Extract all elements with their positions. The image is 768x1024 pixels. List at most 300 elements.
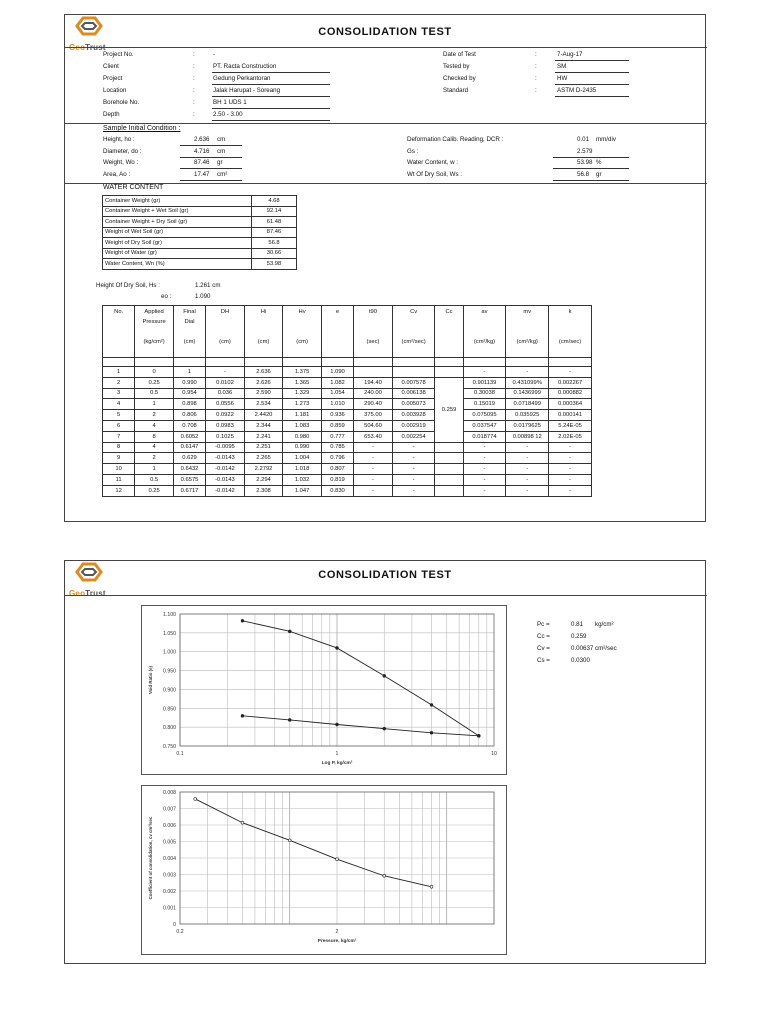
underline — [553, 180, 629, 181]
consolidation-charts-sheet — [64, 560, 706, 964]
header-line-2 — [464, 317, 506, 327]
info-colon: : — [193, 75, 195, 82]
table-cell: 2.636 — [244, 367, 283, 378]
header-line-1: Applied — [144, 309, 164, 315]
table-cell: -0.0143 — [206, 474, 245, 485]
data-point — [383, 874, 386, 877]
table-cell: - — [206, 367, 245, 378]
table-row — [103, 248, 297, 259]
water-content-table — [102, 195, 297, 270]
table-cell: - — [463, 474, 506, 485]
consolidation-results-table — [102, 305, 592, 497]
info-label: Borehole No. — [103, 99, 140, 106]
info-colon: : — [535, 87, 537, 94]
data-point — [430, 703, 433, 706]
sample-value: 2.636 — [194, 136, 210, 143]
water-row-label: Container Weight + Wet Soil (gr) — [103, 206, 252, 217]
param-label: Cc = — [537, 633, 550, 640]
info-colon: : — [193, 99, 195, 106]
table-cell: 0.898 — [173, 399, 205, 410]
table-cell: 0.990 — [283, 442, 322, 453]
water-row-label: Weight of Water (gr) — [103, 248, 252, 259]
data-point — [194, 798, 197, 801]
table-cell: 1.375 — [283, 367, 322, 378]
water-row-value: 61.48 — [252, 217, 297, 228]
table-cell: 0.431099% — [506, 377, 549, 388]
table-cell: 0.6575 — [173, 474, 205, 485]
param-value: 0.0300 — [571, 657, 590, 664]
spacer-cell — [283, 358, 322, 367]
data-point — [288, 630, 291, 633]
info-label: Date of Test — [443, 51, 476, 58]
y-tick-label: 0 — [173, 922, 176, 928]
eo-value: 1.090 — [195, 293, 211, 300]
header-line-1: No. — [114, 309, 124, 315]
underline — [212, 120, 330, 121]
underline — [553, 168, 629, 169]
sample-label: Wt Of Dry Soil, Ws : — [407, 170, 462, 178]
param-unit: cm²/sec — [595, 645, 617, 652]
table-cell: 0.1025 — [206, 431, 245, 442]
header-unit: (cm) — [257, 339, 270, 345]
underline — [180, 180, 242, 181]
hs-value: 1.261 cm — [195, 282, 221, 289]
table-row — [103, 410, 592, 421]
sample-label: Water Content, w : — [407, 159, 459, 166]
header-line-1: Hv — [298, 309, 306, 315]
water-row-value: 92.14 — [252, 206, 297, 217]
table-cell: 375.00 — [354, 410, 393, 421]
spacer-cell — [549, 358, 592, 367]
table-cell: 2.590 — [244, 388, 283, 399]
column-header — [392, 306, 435, 358]
param-unit: kg/cm² — [595, 621, 614, 628]
cv-chart — [141, 785, 507, 955]
table-cell: -0.0095 — [206, 442, 245, 453]
table-row — [103, 238, 297, 249]
table-cell: 0.807 — [321, 464, 353, 475]
table-cell: 0.859 — [321, 420, 353, 431]
table-row — [103, 196, 297, 207]
table-cell: 0.002267 — [549, 377, 592, 388]
table-cell: 1.082 — [321, 377, 353, 388]
brand-name: GeoTrust — [69, 589, 106, 598]
table-cell: 1.365 — [283, 377, 322, 388]
spacer-row — [103, 358, 592, 367]
x-tick-label: 2 — [335, 929, 339, 935]
table-cell: 1 — [103, 367, 135, 378]
column-header — [283, 306, 322, 358]
y-tick-label: 0.003 — [163, 872, 176, 879]
table-cell: 0.5 — [135, 474, 174, 485]
header-line-3 — [354, 327, 392, 337]
table-cell: 5 — [103, 410, 135, 421]
water-row-value: 87.46 — [252, 227, 297, 238]
sample-value: 4.716 — [194, 147, 210, 155]
info-value: PT. Racta Construction — [213, 63, 277, 70]
brand-name: GeoTrust — [69, 43, 106, 52]
data-point — [477, 734, 480, 737]
info-value: - — [213, 51, 216, 58]
hs-label: Height Of Dry Soil, Hs : — [96, 282, 160, 289]
spacer-cell — [463, 358, 506, 367]
header-line-2 — [322, 317, 353, 327]
table-cell: - — [463, 367, 506, 378]
data-point — [430, 885, 433, 888]
sample-value: 0.01 — [577, 136, 590, 143]
column-header — [354, 306, 393, 358]
y-tick-label: 0.002 — [163, 889, 176, 895]
header-line-2 — [435, 317, 462, 327]
table-cell: 8 — [103, 442, 135, 453]
underline — [212, 72, 330, 73]
underline — [553, 157, 629, 158]
table-cell: 0.708 — [173, 420, 205, 431]
header-line-1: Cc — [445, 309, 453, 315]
sample-label: Weight, Wo : — [103, 159, 139, 166]
y-tick-label: 0.950 — [163, 668, 176, 675]
spacer-cell — [206, 358, 245, 367]
spacer-cell — [435, 358, 463, 367]
table-cell: 0.0983 — [206, 420, 245, 431]
table-row — [103, 442, 592, 453]
info-value: BH 1 UDS 1 — [213, 99, 247, 106]
table-cell: 6 — [103, 420, 135, 431]
table-cell: 1.083 — [283, 420, 322, 431]
divider — [65, 595, 707, 596]
table-cell: 0.037547 — [463, 420, 506, 431]
info-label: Depth — [103, 111, 120, 118]
param-label: Cv = — [537, 645, 550, 652]
table-cell: 2.02E-05 — [549, 431, 592, 442]
eo-label: eo : — [161, 293, 172, 300]
table-cell: 1.010 — [321, 399, 353, 410]
table-cell: - — [506, 442, 549, 453]
header-unit: (kg/cm²) — [143, 339, 165, 345]
header-line-3 — [103, 327, 134, 337]
table-cell: -0.0142 — [206, 464, 245, 475]
info-label: Location — [103, 87, 127, 94]
data-point — [383, 674, 386, 677]
underline — [180, 157, 242, 158]
info-label: Tested by — [443, 63, 470, 70]
table-cell: 0.000364 — [549, 399, 592, 410]
table-cell: 2 — [135, 410, 174, 421]
table-cell: 0.0556 — [206, 399, 245, 410]
sample-value: 87.46 — [194, 159, 210, 166]
sample-value: 53.98 — [577, 159, 593, 166]
table-cell — [435, 464, 463, 475]
info-value: 2.50 - 3.00 — [213, 111, 243, 118]
header-line-2 — [206, 317, 244, 327]
table-cell: 0 — [135, 367, 174, 378]
table-cell — [435, 367, 463, 378]
series-line — [195, 799, 431, 887]
table-cell: - — [506, 485, 549, 496]
cv-chart-svg — [142, 786, 506, 954]
series-line — [242, 716, 478, 736]
table-cell: 4 — [135, 420, 174, 431]
table-row — [103, 217, 297, 228]
spacer-cell — [103, 358, 135, 367]
info-value: SM — [557, 63, 567, 70]
spacer-cell — [244, 358, 283, 367]
page-title: CONSOLIDATION TEST — [318, 569, 452, 581]
header-line-3 — [506, 327, 548, 337]
header-unit: (cm²/kg) — [516, 339, 538, 345]
table-cell: - — [463, 453, 506, 464]
header-row — [103, 306, 592, 358]
header-line-1: k — [568, 309, 572, 315]
table-row — [103, 388, 592, 399]
sample-title: Sample Initial Condition : — [103, 125, 181, 132]
table-cell: 504.60 — [354, 420, 393, 431]
table-cell: - — [506, 453, 549, 464]
table-cell: 2.344 — [244, 420, 283, 431]
water-row-label: Water Content, Wn (%) — [103, 259, 252, 270]
header-line-1: Hi — [260, 309, 267, 315]
table-cell: 0.000882 — [549, 388, 592, 399]
x-tick-label: 0.2 — [176, 929, 184, 935]
x-axis-label: Pressure, kg/cm² — [317, 939, 357, 944]
table-cell: 2.308 — [244, 485, 283, 496]
table-cell: 1.090 — [321, 367, 353, 378]
info-colon: : — [193, 111, 195, 118]
table-cell: - — [392, 442, 435, 453]
spacer-cell — [135, 358, 174, 367]
table-cell: - — [549, 485, 592, 496]
column-header — [103, 306, 135, 358]
spacer-cell — [506, 358, 549, 367]
header-line-3 — [322, 327, 353, 337]
header-line-1: DH — [220, 309, 230, 315]
header-line-1: av — [481, 309, 488, 315]
info-colon: : — [535, 51, 537, 58]
column-header — [321, 306, 353, 358]
table-cell — [392, 367, 435, 378]
underline — [212, 108, 330, 109]
header-line-2: Dial — [184, 319, 195, 325]
header-line-3 — [464, 327, 506, 337]
header-line-2 — [549, 317, 591, 327]
sample-value: 17.47 — [194, 170, 210, 178]
table-row — [103, 453, 592, 464]
table-cell: 0.6717 — [173, 485, 205, 496]
table-row — [103, 377, 592, 388]
table-cell: 1.273 — [283, 399, 322, 410]
sample-value: 2.579 — [577, 147, 593, 155]
table-cell: - — [506, 464, 549, 475]
table-cell: 1.004 — [283, 453, 322, 464]
table-cell: - — [392, 464, 435, 475]
table-cell: 7 — [103, 431, 135, 442]
param-label: Cs = — [537, 657, 550, 664]
table-row — [103, 485, 592, 496]
water-row-value: 53.98 — [252, 259, 297, 270]
param-label: Pc = — [537, 621, 550, 628]
table-cell: 2.534 — [244, 399, 283, 410]
underline — [555, 72, 629, 73]
table-cell: 0.002254 — [392, 431, 435, 442]
table-row — [103, 474, 592, 485]
data-point — [336, 723, 339, 726]
table-cell: 0.018774 — [463, 431, 506, 442]
table-cell: 1 — [173, 367, 205, 378]
underline — [555, 84, 629, 85]
table-cell: - — [354, 453, 393, 464]
column-header — [463, 306, 506, 358]
info-label: Standard — [443, 87, 469, 94]
spacer-cell — [321, 358, 353, 367]
param-value: 0.81 — [571, 621, 584, 628]
table-cell: - — [549, 464, 592, 475]
table-cell: 9 — [103, 453, 135, 464]
y-tick-label: 0.750 — [163, 744, 176, 750]
table-cell: 0.629 — [173, 453, 205, 464]
table-cell: 1.032 — [283, 474, 322, 485]
table-cell: 290.40 — [354, 399, 393, 410]
data-point — [288, 719, 291, 722]
y-tick-label: 0.900 — [163, 687, 176, 694]
table-cell: - — [392, 474, 435, 485]
table-cell: -0.0142 — [206, 485, 245, 496]
table-cell: 0.990 — [173, 377, 205, 388]
table-cell: 194.40 — [354, 377, 393, 388]
sample-label: Diameter, do : — [103, 147, 142, 155]
column-header — [206, 306, 245, 358]
table-cell — [435, 474, 463, 485]
table-cell: 2.265 — [244, 453, 283, 464]
header-line-2 — [393, 317, 435, 327]
table-cell: 1 — [135, 399, 174, 410]
info-label: Project No. — [103, 51, 134, 58]
sample-label: Gs : — [407, 147, 419, 155]
table-cell: 1.181 — [283, 410, 322, 421]
table-cell: 2.251 — [244, 442, 283, 453]
table-cell: 1.329 — [283, 388, 322, 399]
table-cell: 0.0102 — [206, 377, 245, 388]
table-cell: - — [463, 442, 506, 453]
data-point — [241, 714, 244, 717]
table-cell: - — [392, 453, 435, 464]
sample-label: Area, Ao : — [103, 170, 131, 178]
water-row-label: Container Weight + Dry Soil (gr) — [103, 217, 252, 228]
table-cell: 653.40 — [354, 431, 393, 442]
info-colon: : — [535, 63, 537, 70]
header-unit: (cm²/kg) — [473, 339, 496, 345]
header-line-2 — [283, 317, 321, 327]
underline — [555, 60, 629, 61]
info-value: Gedung Perkantoran — [213, 75, 271, 82]
table-cell: 0.035925 — [506, 410, 549, 421]
table-cell: 0.075095 — [463, 410, 506, 421]
header-line-2 — [506, 317, 548, 327]
info-label: Client — [103, 63, 119, 70]
sample-unit: cm — [217, 136, 226, 143]
info-label: Project — [103, 75, 123, 82]
table-cell: - — [463, 464, 506, 475]
header-line-1: t90 — [368, 309, 377, 315]
table-row — [103, 367, 592, 378]
sample-unit: gr — [217, 159, 223, 166]
table-row — [103, 206, 297, 217]
table-cell: 0.003928 — [392, 410, 435, 421]
table-cell: 0.819 — [321, 474, 353, 485]
info-value: HW — [557, 75, 568, 82]
spacer-cell — [392, 358, 435, 367]
table-cell: 12 — [103, 485, 135, 496]
header-line-1: Final — [183, 309, 196, 315]
table-row — [103, 420, 592, 431]
table-cell — [354, 367, 393, 378]
table-cell: -0.0143 — [206, 453, 245, 464]
table-cell — [435, 442, 463, 453]
water-row-value: 56.8 — [252, 238, 297, 249]
table-cell: - — [354, 442, 393, 453]
info-colon: : — [193, 87, 195, 94]
x-tick-label: 10 — [491, 751, 497, 757]
table-cell: 0.777 — [321, 431, 353, 442]
page-title: CONSOLIDATION TEST — [318, 26, 452, 38]
y-tick-label: 0.008 — [163, 790, 176, 796]
info-colon: : — [193, 51, 195, 58]
table-cell: 0.005073 — [392, 399, 435, 410]
table-row — [103, 464, 592, 475]
table-cell: 0.00898 12 — [506, 431, 549, 442]
table-cell: - — [549, 442, 592, 453]
table-cell — [435, 453, 463, 464]
water-row-label: Weight of Dry Soil (gr) — [103, 238, 252, 249]
header-line-2 — [354, 317, 392, 327]
table-cell: 0.5 — [135, 388, 174, 399]
table-cell: 0.796 — [321, 453, 353, 464]
data-point — [430, 731, 433, 734]
column-header — [549, 306, 592, 358]
param-value: 0.00637 — [571, 645, 594, 652]
cc-value: 0.259 — [435, 377, 463, 442]
table-cell: - — [392, 485, 435, 496]
header-line-3 — [135, 327, 173, 337]
header-line-3 — [206, 327, 244, 337]
table-cell: 0.806 — [173, 410, 205, 421]
table-cell: 0.0922 — [206, 410, 245, 421]
sample-unit: cm — [217, 147, 226, 155]
info-value: Jalak Harupat - Soreang — [213, 87, 281, 94]
y-tick-label: 1.050 — [163, 630, 176, 637]
table-cell: 0.15019 — [463, 399, 506, 410]
table-cell: 1 — [135, 464, 174, 475]
y-axis-label: Coefficient of consolidation, cv cm²/sec — [148, 816, 153, 900]
info-value: ASTM D-2435 — [557, 87, 597, 94]
table-cell: 0.901139 — [463, 377, 506, 388]
table-cell — [435, 485, 463, 496]
info-colon: : — [193, 63, 195, 70]
table-cell: 4 — [135, 442, 174, 453]
table-cell: 0.6432 — [173, 464, 205, 475]
table-cell: 2.2792 — [244, 464, 283, 475]
table-row — [103, 259, 297, 270]
y-tick-label: 0.001 — [163, 905, 176, 912]
header-unit: (cm) — [183, 339, 196, 345]
table-cell: 8 — [135, 431, 174, 442]
y-axis-label: Void Ratio (e) — [148, 666, 153, 694]
divider — [65, 47, 707, 48]
x-tick-label: 1 — [335, 751, 339, 757]
table-cell: 0.6052 — [173, 431, 205, 442]
spacer-cell — [173, 358, 205, 367]
table-cell: 0.036 — [206, 388, 245, 399]
header-unit: (cm/sec) — [558, 339, 582, 345]
